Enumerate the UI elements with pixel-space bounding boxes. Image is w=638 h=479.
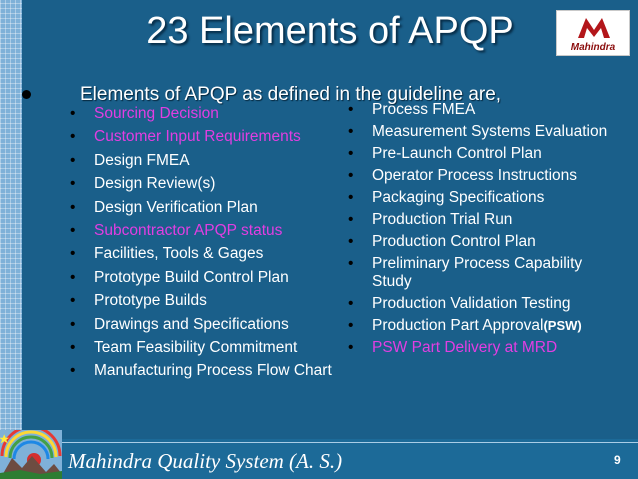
apqp-element-item bbox=[342, 123, 612, 141]
apqp-element-label: Prototype Build Control Plan bbox=[94, 268, 289, 286]
slide-title: 23 Elements of APQP bbox=[146, 10, 514, 52]
decorative-side-strip bbox=[0, 0, 22, 479]
apqp-element-label: Preliminary Process Capability Study bbox=[372, 255, 583, 290]
apqp-element-item bbox=[64, 316, 334, 334]
mahindra-logo bbox=[556, 10, 630, 56]
apqp-element-item bbox=[64, 362, 334, 380]
landscape-illustration-icon bbox=[0, 430, 62, 479]
apqp-element-item bbox=[342, 167, 612, 185]
apqp-element-label: Production Control Plan bbox=[372, 233, 536, 250]
apqp-element-label: Prototype Builds bbox=[94, 292, 207, 310]
apqp-element-item bbox=[342, 101, 612, 119]
apqp-element-label: Design Review(s) bbox=[94, 175, 216, 193]
apqp-element-item bbox=[64, 199, 334, 217]
apqp-element-label: PSW Part Delivery at MRD bbox=[372, 339, 558, 356]
apqp-element-label: Production Validation Testing bbox=[372, 295, 571, 312]
apqp-element-label: Team Feasibility Commitment bbox=[94, 338, 298, 356]
apqp-element-item bbox=[342, 211, 612, 229]
intro-bullet-icon bbox=[22, 90, 31, 99]
apqp-element-item bbox=[64, 152, 334, 170]
apqp-element-label: Facilities, Tools & Gages bbox=[94, 245, 264, 263]
apqp-element-item bbox=[64, 269, 334, 287]
apqp-element-item bbox=[64, 175, 334, 193]
apqp-element-item bbox=[342, 295, 612, 313]
footer-divider bbox=[60, 442, 638, 443]
apqp-element-item bbox=[342, 317, 612, 335]
apqp-element-item bbox=[342, 145, 612, 163]
apqp-element-item bbox=[342, 339, 612, 357]
apqp-element-label: Measurement Systems Evaluation bbox=[372, 123, 608, 140]
apqp-element-label: Process FMEA bbox=[372, 101, 476, 118]
logo-wordmark: Mahindra bbox=[570, 42, 616, 53]
apqp-element-label: Customer Input Requirements bbox=[94, 128, 301, 146]
apqp-element-item bbox=[64, 105, 334, 123]
footer-title: Mahindra Quality System (A. S.) bbox=[68, 449, 343, 473]
left-element-list bbox=[64, 105, 334, 386]
apqp-element-label: Packaging Specifications bbox=[372, 189, 545, 206]
apqp-element-label: Subcontractor APQP status bbox=[94, 221, 283, 239]
apqp-element-label: Pre-Launch Control Plan bbox=[372, 145, 542, 162]
apqp-element-label: Sourcing Decision bbox=[94, 105, 219, 122]
apqp-element-label: Production Part Approval bbox=[372, 317, 544, 334]
intro-text: Elements of APQP as defined in the guideline are, bbox=[80, 84, 502, 105]
mahindra-logo-icon bbox=[574, 15, 614, 41]
apqp-element-label: Production Trial Run bbox=[372, 211, 513, 228]
apqp-element-item bbox=[64, 339, 334, 357]
right-element-list bbox=[342, 101, 612, 361]
page-number: 9 bbox=[614, 453, 621, 467]
apqp-element-label: Design Verification Plan bbox=[94, 198, 258, 216]
apqp-element-item bbox=[64, 222, 334, 240]
apqp-element-label: Design FMEA bbox=[94, 151, 190, 169]
apqp-element-label: Drawings and Specifications bbox=[94, 315, 289, 333]
apqp-element-item bbox=[342, 233, 612, 251]
apqp-element-label: Operator Process Instructions bbox=[372, 167, 578, 184]
apqp-element-suffix: (PSW) bbox=[543, 318, 582, 333]
apqp-element-item bbox=[64, 245, 334, 263]
apqp-element-item bbox=[64, 128, 334, 146]
apqp-element-item bbox=[342, 189, 612, 207]
apqp-element-label: Manufacturing Process Flow Chart bbox=[94, 362, 332, 380]
apqp-element-item bbox=[342, 255, 612, 291]
apqp-element-item bbox=[64, 292, 334, 310]
